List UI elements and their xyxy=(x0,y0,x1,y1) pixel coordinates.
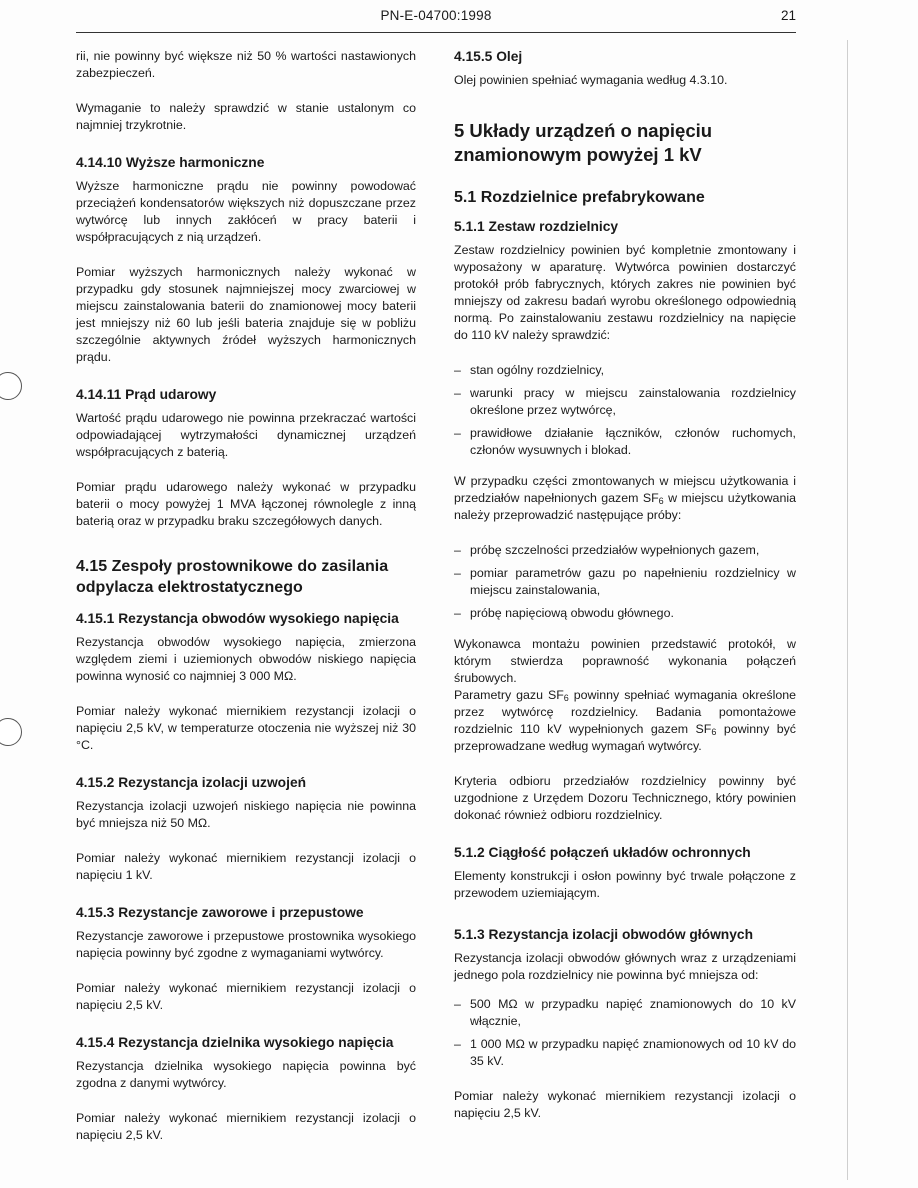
section-heading-4-15-2: 4.15.2 Rezystancja izolacji uzwojeń xyxy=(76,775,307,790)
subscript: 6 xyxy=(711,727,717,737)
paragraph: Pomiar należy wykonać miernikiem rezystancji izolacji o napięciu 2,5 kV. xyxy=(454,1089,796,1120)
section-heading-5-1-3: 5.1.3 Rezystancja izolacji obwodów głównych xyxy=(454,927,754,942)
section-heading-4-15-5: 4.15.5 Olej xyxy=(454,49,523,64)
right-column xyxy=(454,48,796,1140)
list-item: – próbę napięciową obwodu głównego. xyxy=(454,605,796,622)
text-run: powinny być przeprowadzane według wymagań wytwórcy. xyxy=(454,722,796,753)
standard-number: PN-E-04700:1998 xyxy=(380,8,492,23)
paragraph: Pomiar należy wykonać miernikiem rezystancji izolacji o napięciu 2,5 kV, w temperaturze otoczenia nie wyższej niż 30 °C. xyxy=(76,704,416,752)
page-header xyxy=(76,8,796,33)
paragraph xyxy=(454,687,796,755)
list-item: – stan ogólny rozdzielnicy, xyxy=(454,362,796,379)
paragraph: Wyższe harmoniczne prądu nie powinny powodować przeciążeń kondensatorów większych niż dopuszczane przez wytwórcę lub innych zakłóceń w pracy baterii i współpracujących z nią urządzeń. xyxy=(76,179,416,244)
paragraph: Rezystancja izolacji obwodów głównych wraz z urządzeniami jednego pola rozdzielnicy nie powinna być mniejsza od: xyxy=(454,951,796,982)
section-heading-5-1-1: 5.1.1 Zestaw rozdzielnicy xyxy=(454,219,619,234)
section-heading-4-15-1: 4.15.1 Rezystancja obwodów wysokiego napięcia xyxy=(76,611,399,626)
paragraph: Elementy konstrukcji i osłon powinny być trwale połączone z przewodem uziemiającym. xyxy=(454,869,796,900)
section-heading-4-15-3: 4.15.3 Rezystancje zaworowe i przepustowe xyxy=(76,905,364,920)
paragraph: Rezystancje zaworowe i przepustowe prostownika wysokiego napięcia powinny być zgodne z wymaganiami wytwórcy. xyxy=(76,929,416,960)
subscript: 6 xyxy=(658,496,664,506)
paragraph: rii, nie powinny być większe niż 50 % wartości nastawionych zabezpieczeń. xyxy=(76,49,416,80)
list-item: – 500 MΩ w przypadku napięć znamionowych do 10 kV włącznie, xyxy=(454,996,796,1030)
list-item: – próbę szczelności przedziałów wypełnionych gazem, xyxy=(454,542,796,559)
paragraph: Pomiar należy wykonać miernikiem rezystancji izolacji o napięciu 2,5 kV. xyxy=(76,1111,416,1142)
paragraph: Pomiar należy wykonać miernikiem rezystancji izolacji o napięciu 2,5 kV. xyxy=(76,981,416,1012)
text-run: Parametry gazu SF xyxy=(454,688,564,702)
paragraph: Rezystancja obwodów wysokiego napięcia, zmierzona względem ziemi i uziemionych obwodów niskiego napięcia powinna wynosić co najmniej 3 000 MΩ. xyxy=(76,635,416,683)
punch-hole-icon xyxy=(0,372,22,400)
paragraph: Rezystancja izolacji uzwojeń niskiego napięcia nie powinna być mniejsza niż 50 MΩ. xyxy=(76,799,416,830)
paragraph: Rezystancja dzielnika wysokiego napięcia powinna być zgodna z danymi wytwórcy. xyxy=(76,1059,416,1090)
section-heading-4-14-10: 4.14.10 Wyższe harmoniczne xyxy=(76,155,265,170)
section-heading-4-15-4: 4.15.4 Rezystancja dzielnika wysokiego napięcia xyxy=(76,1035,394,1050)
page-edge-divider xyxy=(847,40,848,1180)
list-item: – pomiar parametrów gazu po napełnieniu rozdzielnicy w miejscu zainstalowania, xyxy=(454,565,796,599)
section-heading-5-1-2: 5.1.2 Ciągłość połączeń układów ochronnych xyxy=(454,845,751,860)
list-item: – warunki pracy w miejscu zainstalowania rozdzielnicy określone przez wytwórcę, xyxy=(454,385,796,419)
text-run: w miejscu użytkowania należy przeprowadzić następujące próby: xyxy=(454,491,796,522)
text-run: powinny spełniać wymagania określone przez wytwórcę rozdzielnicy. Badania pomontażowe rozdzielnic 110 kV wypełnionych gazem SF xyxy=(454,688,796,736)
paragraph: Wymaganie to należy sprawdzić w stanie ustalonym co najmniej trzykrotnie. xyxy=(76,101,416,132)
paragraph: Kryteria odbioru przedziałów rozdzielnicy powinny być uzgodnione z Urzędem Dozoru Technicznego, który powinien dokonać również odbioru rozdzielnicy. xyxy=(454,774,796,822)
chapter-heading-5: 5 Układy urządzeń o napięciu znamionowym powyżej 1 kV xyxy=(454,120,713,165)
paragraph: Pomiar prądu udarowego należy wykonać w przypadku baterii o mocy powyżej 1 MVA łączonej równolegle z inną baterią oraz w przypadku braku szczegółowych danych. xyxy=(76,480,416,528)
paragraph: Wykonawca montażu powinien przedstawić protokół, w którym stwierdza poprawność wykonania połączeń śrubowych. xyxy=(454,637,796,685)
section-heading-4-15: 4.15 Zespoły prostownikowe do zasilania odpylacza elektrostatycznego xyxy=(76,558,389,596)
text-run: W przypadku części zmontowanych w miejscu użytkowania i przedziałów napełnionych gazem SF xyxy=(454,474,796,505)
check-list xyxy=(454,362,796,459)
paragraph xyxy=(454,473,796,524)
paragraph: Pomiar należy wykonać miernikiem rezystancji izolacji o napięciu 1 kV. xyxy=(76,851,416,882)
page-number: 21 xyxy=(780,8,796,23)
paragraph: Zestaw rozdzielnicy powinien być kompletnie zmontowany i wyposażony w aparaturę. Wytwórca powinien dostarczyć protokół prób fabrycznych, których zakres nie powinien być mniejszy od zakresu badań wyrobu określonego odpowiednią normą. Po zainstalowaniu zestawu rozdzielnicy na napięcie do 110 kV należy sprawdzić: xyxy=(454,243,796,342)
resistance-list xyxy=(454,996,796,1070)
left-column xyxy=(76,48,416,1162)
test-list xyxy=(454,542,796,622)
section-heading-5-1: 5.1 Rozdzielnice prefabrykowane xyxy=(454,189,705,206)
section-heading-4-14-11: 4.14.11 Prąd udarowy xyxy=(76,387,217,402)
list-item: – prawidłowe działanie łączników, członów ruchomych, członów wysuwnych i blokad. xyxy=(454,425,796,459)
paragraph: Pomiar wyższych harmonicznych należy wykonać w przypadku gdy stosunek najmniejszej mocy zwarciowej w miejscu zainstalowania baterii do znamionowej mocy baterii jest mniejszy niż 60 lub jeśli bateria znajduje się w pobliżu szczególnie aktywnych źródeł wyższych harmonicznych prądu. xyxy=(76,265,416,364)
subscript: 6 xyxy=(563,693,569,703)
paragraph: Olej powinien spełniać wymagania według 4.3.10. xyxy=(454,73,728,87)
list-item: – 1 000 MΩ w przypadku napięć znamionowych od 10 kV do 35 kV. xyxy=(454,1036,796,1070)
paragraph: Wartość prądu udarowego nie powinna przekraczać wartości odpowiadającej wytrzymałości dynamicznej urządzeń współpracujących z baterią. xyxy=(76,411,416,459)
punch-hole-icon xyxy=(0,718,22,746)
